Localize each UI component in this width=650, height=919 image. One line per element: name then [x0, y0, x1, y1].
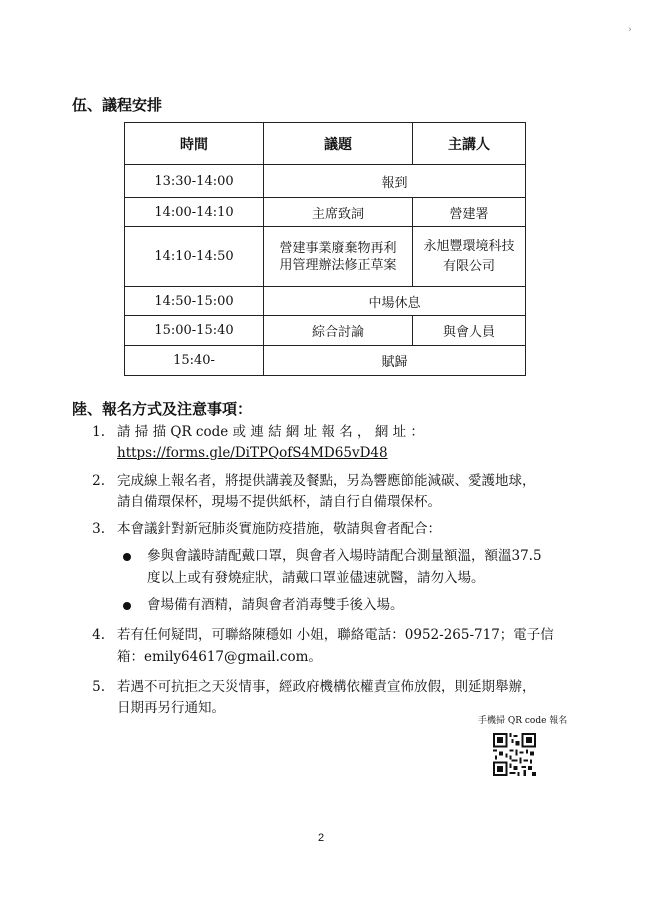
time-cell: 14:50-15:00: [125, 287, 264, 316]
topic-cell: 綜合討論: [264, 316, 413, 346]
speaker-cell: 永旭豐環境科技有限公司: [413, 227, 526, 287]
bullet-2-text: 會場備有酒精，請與會者消毒雙手後入場。: [147, 597, 404, 613]
table-header-row: [125, 123, 526, 165]
page-number: 2: [318, 832, 325, 844]
table-row: [125, 165, 526, 198]
item-4-line-1: 若有任何疑問，可聯絡陳穩如 小姐，聯絡電話：0952-265-717；電子信: [117, 627, 554, 643]
item-number-5: 5.: [92, 679, 105, 695]
item-5-line-1: 若遇不可抗拒之天災情事，經政府機構依權責宣佈放假，則延期舉辦，: [117, 679, 536, 695]
qr-caption: 手機掃 QR code 報名: [478, 716, 568, 726]
header-time: 時間: [125, 123, 264, 165]
topic-cell: 主席致詞: [264, 198, 413, 227]
bullet-1-line-1: 參與會議時請配戴口罩，與會者入場時請配合測量額溫，額溫37.5: [147, 548, 542, 564]
registration-link[interactable]: https://forms.gle/DiTPQofS4MD65vD48: [117, 445, 388, 461]
time-cell: 13:30-14:00: [125, 165, 264, 198]
header-topic: 議題: [264, 123, 413, 165]
table-row: [125, 346, 526, 376]
topic-cell: 報到: [264, 165, 526, 198]
topic-cell: 營建事業廢棄物再利用管理辦法修正草案: [264, 227, 413, 287]
time-cell: 15:40-: [125, 346, 264, 376]
speaker-cell: 與會人員: [413, 316, 526, 346]
qr-code-icon[interactable]: [493, 733, 536, 776]
table-row: [125, 227, 526, 287]
header-speaker: 主講人: [413, 123, 526, 165]
item-number-3: 3.: [92, 521, 105, 537]
bullet-1-line-2: 度以上或有發燒症狀，請戴口罩並儘速就醫，請勿入場。: [147, 570, 485, 586]
topic-cell: 賦歸: [264, 346, 526, 376]
item-2-line-1: 完成線上報名者，將提供講義及餐點，另為響應節能減碳、愛護地球，: [117, 473, 536, 489]
item-number-1: 1.: [92, 424, 105, 440]
corner-mark: ›: [628, 25, 632, 35]
table-row: [125, 198, 526, 227]
item-5-line-2: 日期再另行通知。: [117, 700, 225, 716]
section-heading-registration: 陸、報名方式及注意事項：: [72, 400, 253, 418]
table-row: [125, 316, 526, 346]
item-number-2: 2.: [92, 473, 105, 489]
speaker-cell: 營建署: [413, 198, 526, 227]
item-4-line-2: 箱：emily64617@gmail.com。: [117, 649, 322, 665]
bullet-icon: [123, 602, 131, 610]
agenda-table: [124, 122, 526, 376]
topic-cell: 中場休息: [264, 287, 526, 316]
item-number-4: 4.: [92, 627, 105, 643]
table-row: [125, 287, 526, 316]
item-2-line-2: 請自備環保杯，現場不提供紙杯，請自行自備環保杯。: [117, 494, 441, 510]
time-cell: 14:10-14:50: [125, 227, 264, 287]
bullet-icon: [123, 553, 131, 561]
item-3-text: 本會議針對新冠肺炎實施防疫措施，敬請與會者配合：: [117, 521, 441, 537]
item-1-text: 請 掃 描 QR code 或 連 結 網 址 報 名 ， 網 址 ：: [117, 424, 424, 440]
section-heading-agenda: 伍、議程安排: [72, 96, 163, 114]
time-cell: 14:00-14:10: [125, 198, 264, 227]
time-cell: 15:00-15:40: [125, 316, 264, 346]
